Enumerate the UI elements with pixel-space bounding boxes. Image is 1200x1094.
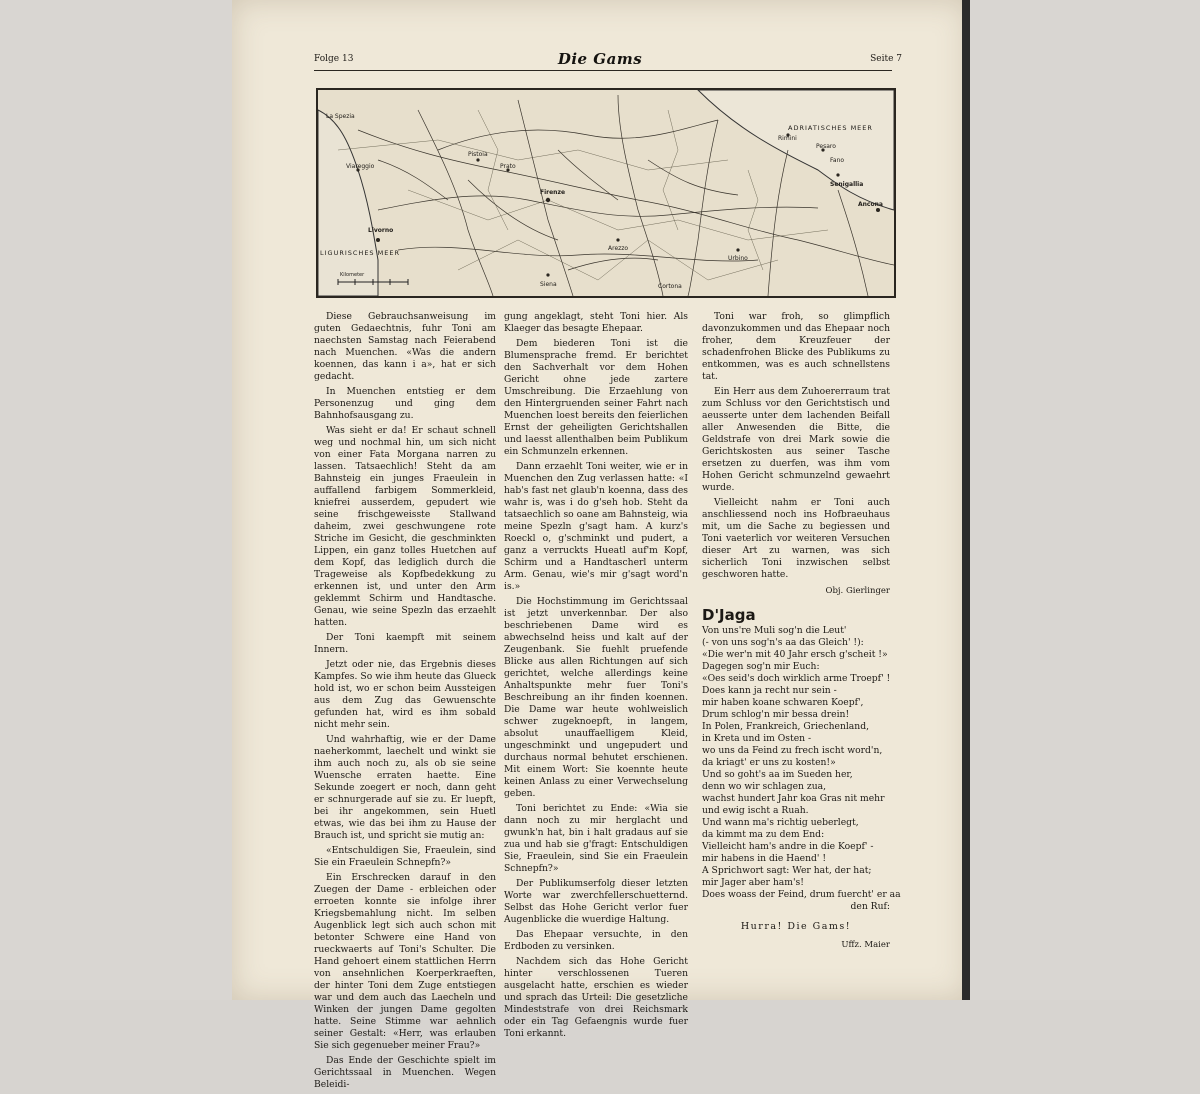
map-place-firenze: Firenze bbox=[540, 189, 566, 196]
poem-line: den Ruf: bbox=[850, 901, 890, 912]
poem-line: Does woass der Feind, drum fuercht' er aa bbox=[702, 889, 901, 900]
poem-line: Von uns're Muli sog'n die Leut' bbox=[702, 625, 847, 636]
poem-line: Drum schlog'n mir bessa drein! bbox=[702, 709, 850, 720]
map-drawing bbox=[318, 90, 894, 296]
paragraph: Das Ehepaar versuchte, in den Erdboden zu versinken. bbox=[504, 929, 688, 952]
map-place-fano: Fano bbox=[830, 157, 845, 164]
poem-signature: Uffz. Maier bbox=[841, 940, 890, 950]
poem-line: in Kreta und im Osten - bbox=[702, 733, 812, 744]
map-place-pesaro: Pesaro bbox=[816, 143, 836, 150]
paragraph: Der Publikumserfolg dieser letzten Worte war zwerchfellerschuetternd. Selbst das Hohe Gericht verlor fuer Augenblicke die wuerdige Haltung. bbox=[504, 878, 688, 925]
poem-line: mir haben koane schwaren Koepf', bbox=[702, 697, 864, 708]
map-place-viareggio: Viareggio bbox=[346, 163, 375, 170]
map-place-prato: Prato bbox=[500, 163, 516, 170]
poem-line: da kimmt ma zu dem End: bbox=[702, 829, 825, 840]
poem-line: mir habens in die Haend' ! bbox=[702, 853, 827, 864]
poem-line: mir Jager aber ham's! bbox=[702, 877, 804, 888]
poem-line: A Sprichwort sagt: Wer hat, der hat; bbox=[702, 865, 872, 876]
poem-line: «Oes seid's doch wirklich arme Troepf' ! bbox=[702, 673, 891, 684]
page-edge bbox=[962, 0, 970, 1000]
paragraph: Ein Erschrecken darauf in den Zuegen der Dame - erbleichen oder erroeten konnte sie infolge ihrer Kriegsbemahlung nicht. Im selben Augenblick legt sich auch schon mit betonter Schwere eine Hand von rueckwaerts auf Toni's Schulter. Die Hand gehoert einem stattlichen Herrn von ansehnlichen Koerperkraeften, der hinter Toni dem Zuge entstiegen war und dem auch das Laecheln und Winken der jungen Dame gegolten hatte. Seine Stimme war aehnlich seiner Gestalt: «Herr, was erlauben Sie sich gegenueber meiner Frau?» bbox=[314, 872, 496, 1051]
map-place-urbino: Urbino bbox=[728, 255, 748, 262]
paragraph: Jetzt oder nie, das Ergebnis dieses Kampfes. So wie ihm heute das Glueck hold ist, wo er schon beim Aussteigen aus dem Zug das Gewuenschte gefunden hat, wird es ihm sobald nicht mehr sein. bbox=[314, 659, 496, 730]
poem bbox=[702, 606, 901, 951]
poem-cheer: Hurra! Die Gams! bbox=[740, 921, 852, 932]
map-place-la-spezia: La Spezia bbox=[326, 113, 355, 120]
paragraph: Was sieht er da! Er schaut schnell weg und nochmal hin, um sich nicht von einer Fata Morgana narren zu lassen. Tatsaechlich! Steht da am Bahnsteig ein junges Fraeulein in auffallend farbigem Sommerkleid, kniefrei ausserdem, gepudert wie seine frischgeweisste Stallwand daheim, zwei geschwungene rote Striche im Gesicht, die geschminkten Lippen, ein ganz tolles Huetchen auf dem Kopf, das lediglich durch die Trageweise als Kopfbedekkung zu erkennen ist, und unter den Arm geklemmt Schirm und Handtasche. Genau, wie seine Spezln das erzaehlt hatten. bbox=[314, 425, 496, 628]
paragraph: «Entschuldigen Sie, Fraeulein, sind Sie ein Fraeulein Schnepfn?» bbox=[314, 845, 496, 868]
paragraph: Vielleicht nahm er Toni auch anschliessend noch ins Hofbraeuhaus mit, um die Sache zu begiessen und Toni vaeterlich vor weiteren Versuchen dieser Art zu warnen, was sich sicherlich Toni inzwischen selbst geschworen hatte. bbox=[702, 497, 890, 580]
poem-line: wo uns da Feind zu frech ischt word'n, bbox=[702, 745, 883, 756]
paragraph: Ein Herr aus dem Zuhoererraum trat zum Schluss vor den Gerichtstisch und aeusserte unter dem lachenden Beifall aller Anwesenden die Bitte, die Geldstrafe von drei Mark sowie die Gerichtskosten aus seiner Tasche ersetzen zu duerfen, was ihm vom Hohen Gericht schmunzelnd gewaehrt wurde. bbox=[702, 386, 890, 493]
poem-line: «Die wer'n mit 40 Jahr ersch g'scheit !» bbox=[702, 649, 888, 660]
map-scale-label: Kilometer bbox=[340, 272, 365, 278]
paragraph: Das Ende der Geschichte spielt im Gerichtssaal in Muenchen. Wegen Beleidi- bbox=[314, 1055, 496, 1090]
paragraph: In Muenchen entstieg er dem Personenzug und ging dem Bahnhofsausgang zu. bbox=[314, 386, 496, 421]
article-column-3 bbox=[702, 311, 901, 951]
poem-line: Does kann ja recht nur sein - bbox=[702, 685, 837, 696]
poem-line: wachst hundert Jahr koa Gras nit mehr bbox=[702, 793, 885, 804]
poem-title: D'Jaga bbox=[702, 606, 756, 624]
paragraph: Toni war froh, so glimpflich davonzukommen und das Ehepaar noch froher, dem Kreuzfeuer der schadenfrohen Blicke des Publikums zu entkommen, was es auch schnellstens tat. bbox=[702, 311, 890, 382]
paragraph: Dann erzaehlt Toni weiter, wie er in Muenchen den Zug verlassen hatte: «I hab's fast net glaub'n koenna, dass des wahr is, was i do g'seh hob. Steht da tatsaechlich so oane am Bahnsteig, wia meine Spezln g'sagt ham. A kurz's Roeckl o, g'schminkt und pudert, a ganz a verruckts Hueatl auf'm Kopf, Schirm und a Handtascherl unterm Arm. Genau, wie's mir g'sagt word'n is.» bbox=[504, 461, 688, 592]
map-label-sea-top: ADRIATISCHES MEER bbox=[788, 124, 873, 132]
map-place-rimini: Rimini bbox=[778, 135, 797, 142]
poem-line: Dagegen sog'n mir Euch: bbox=[702, 661, 820, 672]
background-left bbox=[0, 0, 232, 1000]
paragraph: Diese Gebrauchsanweisung im guten Gedaechtnis, fuhr Toni am naechsten Samstag nach Feierabend nach Muenchen. «Was die andern koennen, das kann i a», hat er sich gedacht. bbox=[314, 311, 496, 382]
article-signature: Obj. Gierlinger bbox=[825, 586, 890, 596]
map-place-siena: Siena bbox=[540, 281, 557, 288]
paragraph: Die Hochstimmung im Gerichtssaal ist jetzt unverkennbar. Der also beschriebenen Dame wird es abwechselnd heiss und kalt auf der Zeugenbank. Sie fuehlt pruefende Blicke aus allen Richtungen auf sich gerichtet, welche allerdings keine Anhaltspunkte mehr fuer Toni's Beschreibung an ihr finden koennen. Die Dame war heute wohlweislich schwer zugeknoepft, in langem, absolut unauffaelligem Kleid, ungeschminkt und ungepudert und durchaus normal behutet erschienen. Mit einem Wort: Sie koennte heute keinen Anlass zu einer Verwechselung geben. bbox=[504, 596, 688, 799]
paragraph: Toni berichtet zu Ende: «Wia sie dann noch zu mir herglacht und gwunk'n hat, bin i halt gradaus auf sie zua und hab sie g'fragt: Entschuldigen Sie, Fraeulein, sind Sie ein Fraeulein Schnepfn?» bbox=[504, 803, 688, 874]
masthead-title: Die Gams bbox=[557, 50, 643, 68]
map-place-arezzo: Arezzo bbox=[608, 245, 629, 252]
article-column-1 bbox=[314, 311, 496, 1094]
poem-line: da kriagt' er uns zu kosten!» bbox=[702, 757, 836, 768]
map-place-ancona: Ancona bbox=[858, 201, 883, 208]
article-column-2 bbox=[504, 311, 688, 1043]
poem-line: (- von uns sog'n's aa das Gleich' !): bbox=[702, 637, 864, 648]
map-place-senigallia: Senigallia bbox=[830, 181, 864, 188]
map-place-pistoia: Pistoia bbox=[468, 151, 488, 158]
paragraph: Und wahrhaftig, wie er der Dame naeherkommt, laechelt und winkt sie ihm auch noch zu, als ob sie seine Wuensche erraten haette. Eine Sekunde zoegert er noch, dann geht er schnurgerade auf sie zu. Er luepft, bei ihr angekommen, sein Huetl etwas, wie das bei ihm zu Hause der Brauch ist, und spricht sie mutig an: bbox=[314, 734, 496, 841]
poem-line: Und so goht's aa im Sueden her, bbox=[702, 769, 853, 780]
newspaper-page bbox=[232, 0, 968, 1090]
poem-line: Vielleicht ham's andre in die Koepf' - bbox=[702, 841, 874, 852]
poem-line: Und wann ma's richtig ueberlegt, bbox=[702, 817, 859, 828]
map-place-cortona: Cortona bbox=[658, 283, 682, 290]
background-right bbox=[968, 0, 1200, 1000]
map-of-tuscany bbox=[316, 88, 896, 298]
poem-line: und ewig ischt a Ruah. bbox=[702, 805, 809, 816]
map-place-livorno: Livorno bbox=[368, 227, 394, 234]
paragraph: Nachdem sich das Hohe Gericht hinter verschlossenen Tueren ausgelacht hatte, erschien es wieder und sprach das Urteil: Die gesetzliche Mindeststrafe von drei Reichsmark oder ein Tag Gefaengnis wurde fuer Toni erkannt. bbox=[504, 956, 688, 1039]
page-number: Seite 7 bbox=[870, 54, 902, 64]
poem-line: In Polen, Frankreich, Griechenland, bbox=[702, 721, 869, 732]
paragraph: gung angeklagt, steht Toni hier. Als Klaeger das besagte Ehepaar. bbox=[504, 311, 688, 334]
issue-number: Folge 13 bbox=[314, 54, 354, 64]
poem-line: denn wo wir schlagen zua, bbox=[702, 781, 827, 792]
header-rule bbox=[314, 70, 892, 71]
map-label-sea-left: LIGURISCHES MEER bbox=[320, 249, 400, 257]
paragraph: Dem biederen Toni ist die Blumensprache fremd. Er berichtet den Sachverhalt vor dem Hohen Gericht ohne jede zartere Umschreibung. Die Erzaehlung von den Hintergruenden seiner Fahrt nach Muenchen loest bereits den feierlichen Ernst der geheiligten Gerichtshallen und laesst allenthalben beim Publikum ein Schmunzeln erkennen. bbox=[504, 338, 688, 457]
paragraph: Der Toni kaempft mit seinem Innern. bbox=[314, 632, 496, 655]
